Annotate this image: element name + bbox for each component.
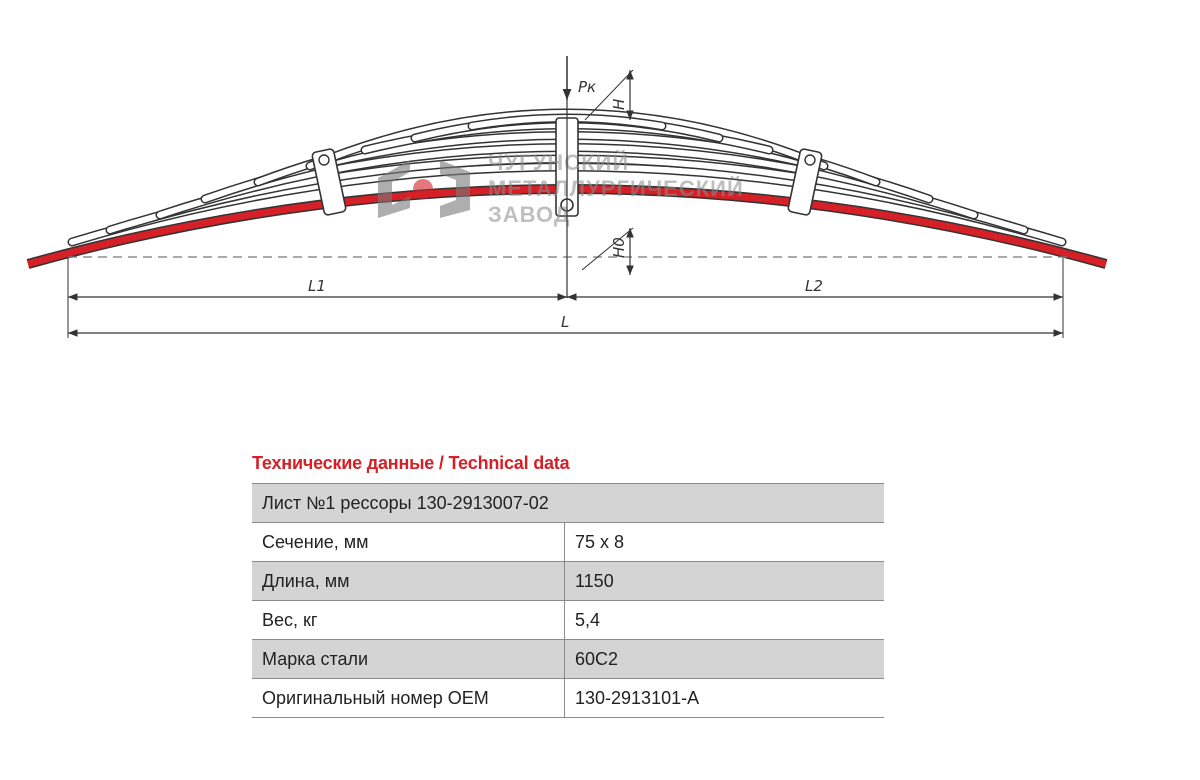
row-label: Сечение, мм [252, 523, 565, 562]
technical-data-title: Технические данные / Technical data [252, 453, 570, 473]
row-value: 130-2913101-А [565, 679, 885, 718]
row-label: Длина, мм [252, 562, 565, 601]
free-height-label: H0 [610, 237, 628, 258]
l-label: L [561, 313, 570, 331]
row-value: 75 x 8 [565, 523, 885, 562]
load-label: Pк [578, 78, 597, 96]
table-row [252, 679, 884, 718]
technical-data-table [252, 483, 884, 718]
table-row [252, 601, 884, 640]
watermark-line-2: МЕТАЛЛУРГИЧЕСКИЙ [488, 176, 744, 201]
row-label: Оригинальный номер OEM [252, 679, 565, 718]
leaf-spring-diagram [0, 0, 1200, 360]
watermark-line-1: ЧУГУНСКИЙ [488, 150, 630, 175]
row-value: 1150 [565, 562, 885, 601]
table-row [252, 523, 884, 562]
watermark-red-dot [413, 179, 433, 199]
table-row [252, 562, 884, 601]
height-label: H [610, 98, 628, 110]
watermark-line-3: ЗАВОД [488, 202, 571, 227]
row-value: 5,4 [565, 601, 885, 640]
l2-label: L2 [805, 277, 823, 295]
table-header: Лист №1 рессоры 130-2913007-02 [252, 484, 884, 523]
table-header-row [252, 484, 884, 523]
row-label: Марка стали [252, 640, 565, 679]
row-value: 60С2 [565, 640, 885, 679]
l1-label: L1 [308, 277, 326, 295]
row-label: Вес, кг [252, 601, 565, 640]
table-row [252, 640, 884, 679]
